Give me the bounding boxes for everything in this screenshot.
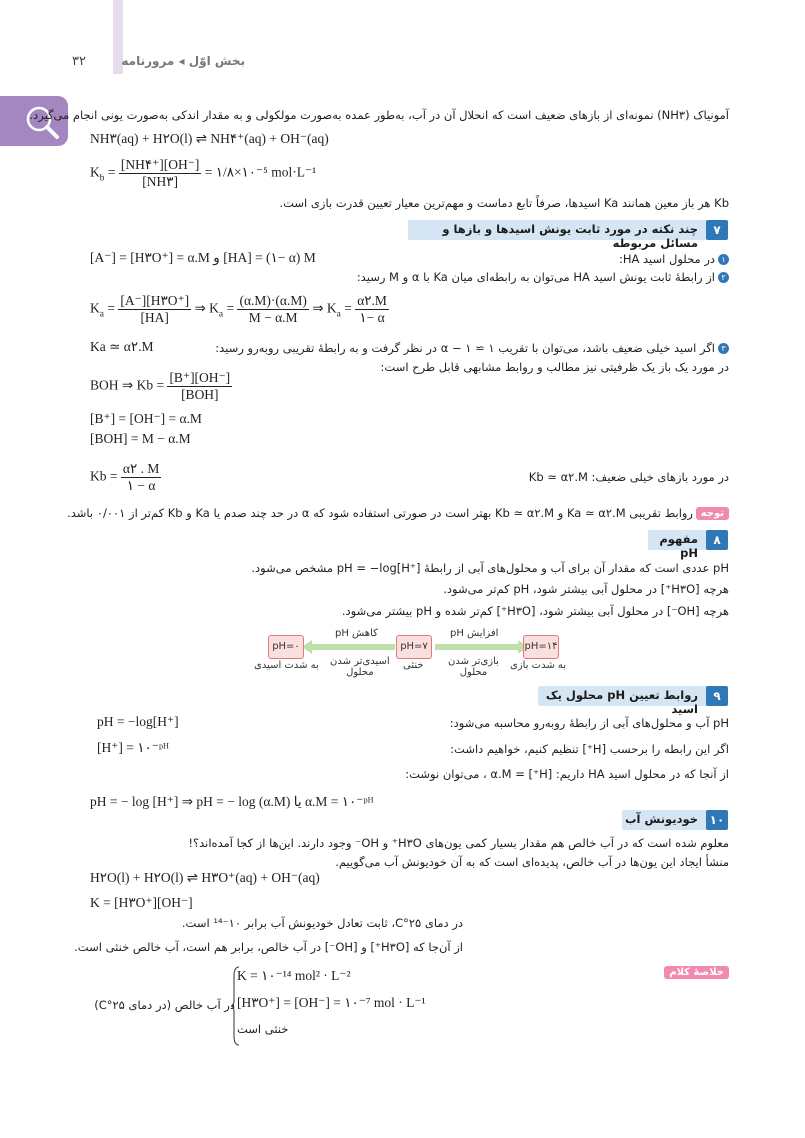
s9-line-3-math: pH = − log [H⁺] ⇒ pH = − log (α.M) یا α.M = ۱۰⁻ᵖᴴ xyxy=(90,794,374,809)
kb-formula: $K_b$ = $\frac{[NH۴^+][OH^-]}{[NH۳]}$ = ۱/۸×۱۰⁻⁵ mol·L⁻¹ xyxy=(90,157,317,189)
neutral-label: خنثی xyxy=(403,660,424,671)
summary-badge: خلاصهٔ کلام xyxy=(664,966,729,979)
page-title: بخش اوّل ◂ مرورنامه xyxy=(121,54,245,68)
strong-base-label: به شدت بازی xyxy=(510,660,567,671)
section-8-number: ۸ xyxy=(706,530,728,550)
summary-item-1: K = ۱۰⁻¹⁴ mol² · L⁻² xyxy=(237,968,351,983)
ph-seven-box: pH=۷ xyxy=(396,635,432,659)
page-number: ۳۲ xyxy=(72,54,86,69)
kb-note: Kb هر باز معین همانند Ka اسیدها، صرفاً تابع دماست و مهم‌ترین معیار تعیین قدرت بازی است. xyxy=(279,196,729,210)
summary-item-2: [H۳O⁺] = [OH⁻] = ۱۰⁻⁷ mol · L⁻¹ xyxy=(237,995,426,1010)
water-k-expr: K = [H۳O⁺][OH⁻] xyxy=(90,895,193,910)
note-text: روابط تقریبی Ka ≃ α۲.M و Kb ≃ α۲.M بهتر است در صورتی استفاده شود که α در حد چند صدم یا Ka و Kb کم‌تر از ۰/۰۰۱ باشد. xyxy=(67,506,693,520)
more-acidic-label: اسیدی‌تر شدن محلول xyxy=(330,656,390,678)
s9-line-1: pH آب و محلول‌های آبی از رابطهٔ روبه‌رو محاسبه می‌شود: xyxy=(449,716,729,730)
ph-fourteen-box: pH=۱۴ xyxy=(523,635,559,659)
s7-point-2: ۲از رابطهٔ ثابت یونش اسید HA می‌توان به رابطه‌ای میان Ka با α و M رسید: xyxy=(357,270,729,284)
note-badge: توجه xyxy=(696,507,729,520)
s10-line-2: منشأ ایجاد این یون‌ها در آب خالص، پدیده‌ای است که به آن خودیونش آب می‌گوییم. xyxy=(335,855,729,869)
water-autoionization-eq: H۲O(l) + H۲O(l) ⇌ H۳O⁺(aq) + OH⁻(aq) xyxy=(90,870,320,885)
section-9-header xyxy=(538,686,728,716)
boh-line-2: [BOH] = M − α.M xyxy=(90,431,191,446)
boh-line-1: [B⁺] = [OH⁻] = α.M xyxy=(90,411,202,426)
kb-alpha-formula: Kb = $\frac{\alpha ۲ . M}{۱ - \alpha}$ xyxy=(90,461,160,493)
s7-point-1-math: [A⁻] = [H۳O⁺] = α.M و [HA] = (۱− α) M xyxy=(90,250,316,265)
s9-line-3: از آنجا که در محلول اسید HA داریم: [H⁺] = α.M ، می‌توان نوشت: xyxy=(405,767,729,781)
s10-line-3: در دمای ۲۵°C، ثابت تعادل خودیونش آب برابر ۱۰⁻¹⁴ است. xyxy=(181,916,463,930)
section-8-title: مفهوم pH xyxy=(659,532,698,560)
intro-text: آمونیاک (NH۳) نمونه‌ای از بازهای ضعیف است که انحلال آن در آب، به‌طور عمده به‌صورت مولکولی و به مقدار اندکی به‌صورت یونی انجام می‌گیرد. xyxy=(29,108,729,122)
s9-line-2-math: [H⁺] = ۱۰⁻ᵖᴴ xyxy=(97,740,170,755)
ph-zero-box: pH=۰ xyxy=(268,635,304,659)
s8-line-3: هرچه [OH⁻] در محلول آبی بیشتر شود، [H۳O⁺] کم‌تر شده و pH بیشتر می‌شود. xyxy=(341,604,729,618)
s7-point-3: ۳اگر اسید خیلی ضعیف باشد، می‌توان با تقریب ۱ ≃ α − ۱ در نظر گرفت و به رابطهٔ تقریبی روبه‌رو رسید: xyxy=(215,341,729,355)
s7-point-1: ۱در محلول اسید HA: xyxy=(619,252,729,266)
section-10-number: ۱۰ xyxy=(706,810,728,830)
intro-equation: NH۳(aq) + H۲O(l) ⇌ NH۴⁺(aq) + OH⁻(aq) xyxy=(90,131,329,146)
more-basic-label: بازی‌تر شدن محلول xyxy=(448,656,499,678)
s9-line-1-math: pH = −log[H⁺] xyxy=(97,714,179,729)
s9-line-2: اگر این رابطه را برحسب [H⁺] تنظیم کنیم، خواهیم داشت: xyxy=(450,742,729,756)
ph-increase-label: افزایش pH xyxy=(450,628,499,639)
s10-line-1: معلوم شده است که در آب خالص هم مقدار بسیار کمی یون‌های H۳O⁺ و OH⁻ وجود دارند. این‌ها از کجا آمده‌اند؟! xyxy=(188,836,729,850)
s7-point-4: در مورد یک باز یک ظرفیتی نیز مطالب و روابط مشابهی قابل طرح است: xyxy=(380,360,729,374)
section-7-number: ۷ xyxy=(706,220,728,240)
s8-line-1: pH عددی است که مقدار آن برای آب و محلول‌های آبی از رابطهٔ pH = −log[H⁺] مشخص می‌شود. xyxy=(251,561,729,575)
section-10-title: خودیونش آب xyxy=(624,812,698,826)
s8-line-2: هرچه [H۳O⁺] در محلول آبی بیشتر شود، pH کم‌تر می‌شود. xyxy=(443,582,729,596)
boh-formula: BOH ⇒ Kb = $\frac{[B^+][OH^-]}{\text{[BOH]}}$ xyxy=(90,370,231,402)
section-7-title: چند نکته در مورد ثابت یونش اسیدها و بازها و مسائل مربوطه xyxy=(442,222,698,250)
s10-line-4: از آن‌جا که [H۳O⁺] و [OH⁻] در آب خالص، برابر هم است، آب خالص خنثی است. xyxy=(74,940,463,954)
ph-decrease-label: کاهش pH xyxy=(335,628,378,639)
ka-derivation: $K_a$ = $\frac{[A^-][H۳O^+]}{[HA]}$ ⇒ $K_a$ = $\frac{(\alpha.M)\cdot(\alpha.M)}{M - \alpha.M}$ ⇒ $K_a$ = $\frac{\alpha ۲.M}{۱- \alpha}$ xyxy=(90,293,387,325)
section-10-header xyxy=(622,810,728,830)
weak-base-note: در مورد بازهای خیلی ضعیف: Kb ≃ α۲.M xyxy=(528,470,729,484)
summary-item-3: خنثی است xyxy=(237,1022,289,1036)
section-9-number: ۹ xyxy=(706,686,728,706)
section-8-header xyxy=(648,530,728,560)
summary-label: در آب خالص (در دمای ۲۵°C) xyxy=(94,998,235,1012)
section-7-header xyxy=(408,220,728,250)
strong-acid-label: به شدت اسیدی xyxy=(254,660,319,671)
section-9-title: روابط تعیین pH محلول یک اسید xyxy=(545,688,698,716)
ka-approx: Ka ≃ α۲.M xyxy=(90,339,154,354)
